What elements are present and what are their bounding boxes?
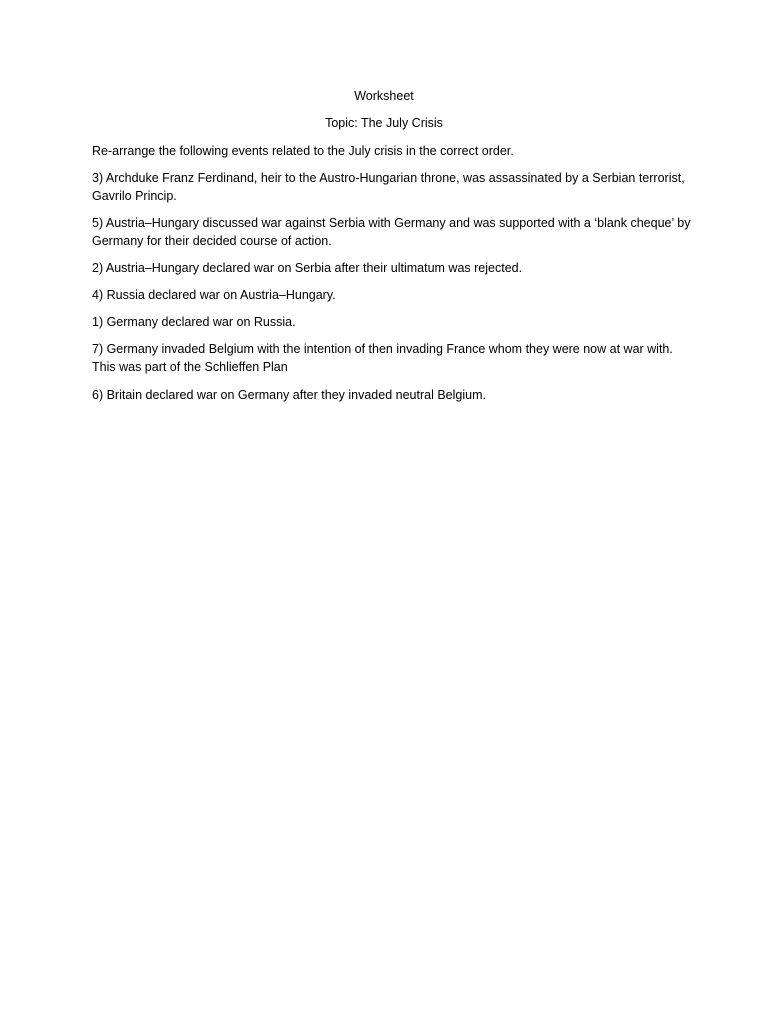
worksheet-title: Worksheet — [354, 89, 414, 103]
event-item: 7) Germany invaded Belgium with the intention of then invading France whom they were now at war with. This was part of the Schlieffen Plan — [92, 342, 673, 374]
event-item: 5) Austria–Hungary discussed war against Serbia with Germany and was supported with a ‘blank cheque’ by Germany for their decided course of action. — [92, 216, 691, 248]
event-item: 1) Germany declared war on Russia. — [92, 315, 296, 329]
worksheet-topic: Topic: The July Crisis — [325, 116, 443, 130]
event-item: 2) Austria–Hungary declared war on Serbia after their ultimatum was rejected. — [92, 261, 523, 275]
event-item: 4) Russia declared war on Austria–Hungary. — [92, 288, 336, 302]
event-item: 6) Britain declared war on Germany after they invaded neutral Belgium. — [92, 388, 486, 402]
event-item: 3) Archduke Franz Ferdinand, heir to the Austro-Hungarian throne, was assassinated by a Serbian terrorist, Gavrilo Princip. — [92, 171, 685, 203]
instruction-text: Re-arrange the following events related to the July crisis in the correct order. — [92, 144, 514, 158]
